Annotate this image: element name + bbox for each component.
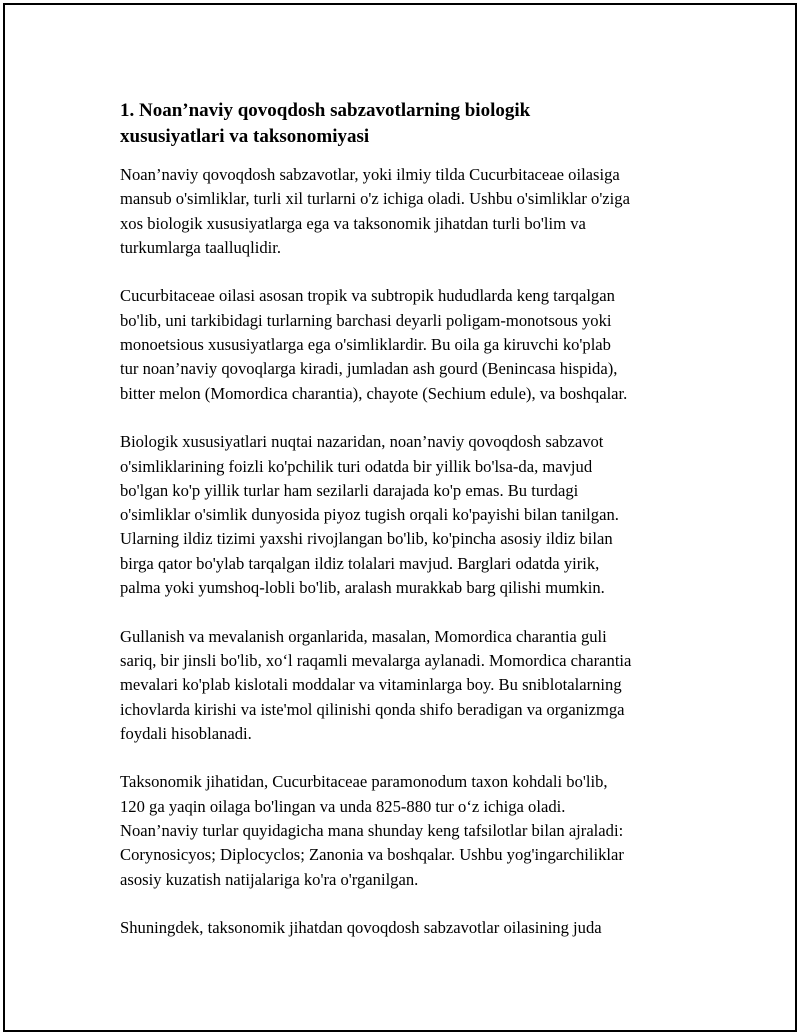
section-heading: 1. Noan’naviy qovoqdosh sabzavotlarning biologik xususiyatlari va taksonomiyasi: [120, 100, 531, 147]
paragraph-1: Noan’naviy qovoqdosh sabzavotlar, yoki ilmiy tilda Cucurbitaceae oilasiga mansub o'simliklar, turli xil turlarni o'z ichiga oladi. Ushbu o'simliklar o'ziga xos biologik xususiyatlarga ega va taksonomik jihatdan turli bo'lim va turkumlarga taalluqlidir.: [120, 165, 630, 257]
paragraph-4: Gullanish va mevalanish organlarida, masalan, Momordica charantia guli sariq, bir jinsli bo'lib, xo‘l raqamli mevalarga aylanadi. Momordica charantia mevalari ko'plab kislotali moddalar va vitaminlarga boy. Bu sniblotalarning ichovlarda kirishi va iste'mol qilinishi qonda shifo beradigan va organizmga foydali hisoblanadi.: [120, 626, 632, 743]
document-page: [3, 3, 797, 1032]
paragraph-3: Biologik xususiyatlari nuqtai nazaridan, noan’naviy qovoqdosh sabzavot o'simliklarining foizli ko'pchilik turi odatda bir yillik bo'lsa-da, mavjud bo'lgan ko'p yillik turlar ham sezilarli darajada ko'p emas. Bu turdagi o'simliklar o'simlik dunyosida piyoz tugish orqali ko'payishi bilan tanilgan. Ularning ildiz tizimi yaxshi rivojlangan bo'lib, ko'pincha asosiy ildiz bilan birga qator bo'ylab tarqalgan ildiz tolalari mavjud. Barglari odatda yirik, palma yoki yumshoq-lobli bo'lib, aralash murakkab barg qilishi mumkin.: [120, 432, 619, 598]
paragraph-2: Cucurbitaceae oilasi asosan tropik va subtropik hududlarda keng tarqalgan bo'lib, uni tarkibidagi turlarning barchasi deyarli poligam-monotsous yoki monoetsious xususiyatlarga ega o'simliklardir. Bu oila ga kiruvchi ko'plab tur noan’naviy qovoqlarga kiradi, jumladan ash gourd (Benincasa hispida), bitter melon (Momordica charantia), chayote (Sechium edule), va boshqalar.: [120, 286, 628, 403]
paragraph-6: Shuningdek, taksonomik jihatdan qovoqdosh sabzavotlar oilasining juda: [120, 918, 602, 938]
document-body: [120, 98, 720, 965]
paragraph-5: Taksonomik jihatidan, Cucurbitaceae paramonodum taxon kohdali bo'lib, 120 ga yaqin oilaga bo'lingan va unda 825-880 tur o‘z ichiga oladi. Noan’naviy turlar quyidagicha mana shunday keng tafsilotlar bilan ajraladi: Corynosicyos; Diplocyclos; Zanonia va boshqalar. Ushbu yog'ingarchiliklar asosiy kuzatish natijalariga ko'ra o'rganilgan.: [120, 772, 624, 889]
